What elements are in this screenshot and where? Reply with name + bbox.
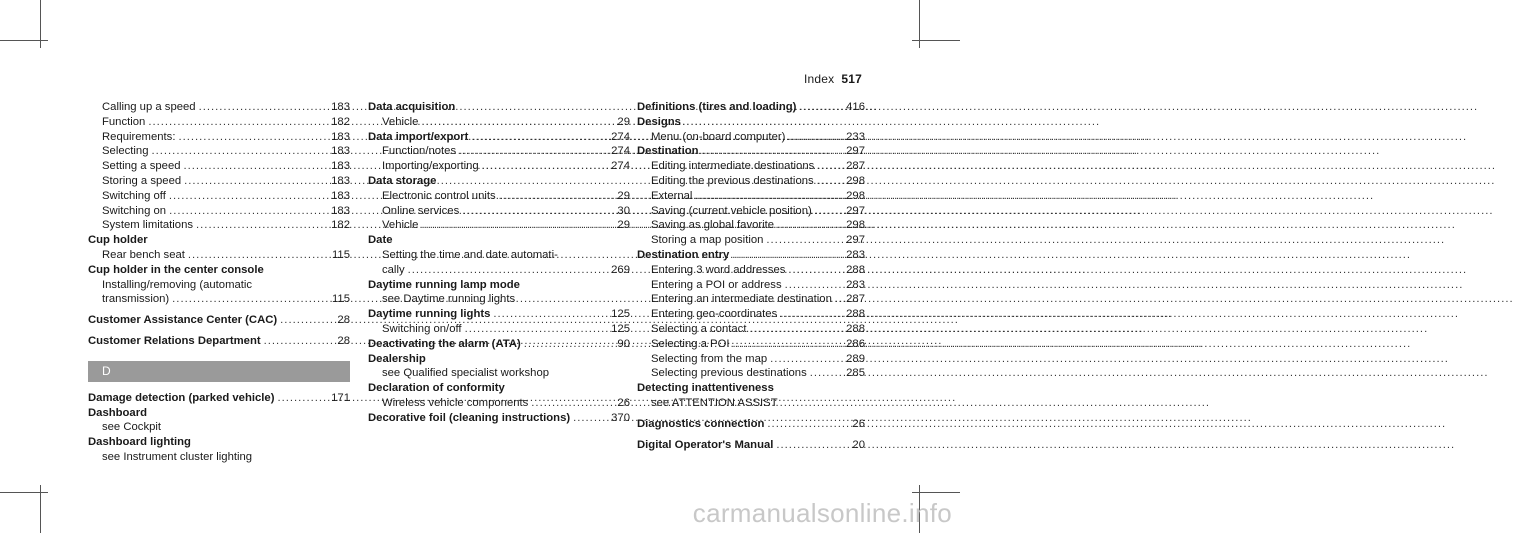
index-subentry: [637, 366, 865, 381]
section-letter: D: [88, 361, 350, 382]
entry-text: Detecting inattentiveness: [637, 382, 774, 395]
page-ref: 29: [617, 219, 630, 232]
index-subentry: [637, 292, 865, 307]
entry-text: Data acquisition: [368, 101, 456, 113]
index-subentry: [368, 144, 630, 159]
index-heading: [368, 278, 630, 293]
dot-leader: [799, 100, 843, 115]
page-ref: 183: [331, 160, 350, 173]
entry-text: Selecting from the map: [651, 352, 768, 365]
page-ref: 183: [331, 101, 350, 113]
index-subentry: [88, 204, 350, 219]
page-ref: 115: [331, 248, 350, 261]
index-entry: [368, 411, 630, 426]
index-subentry: [637, 233, 865, 248]
dot-leader: [184, 159, 329, 174]
dot-leader: [499, 189, 615, 204]
index-heading: [368, 100, 630, 115]
index-subentry: [88, 115, 350, 130]
index-subentry: [637, 130, 865, 145]
page-ref: 289: [846, 352, 865, 365]
entry-text: Declaration of conformity: [368, 382, 505, 395]
entry-text: Dealership: [368, 352, 426, 365]
index-subentry: [88, 292, 350, 307]
index-subentry: [637, 174, 865, 189]
dot-leader: [524, 337, 615, 352]
page-ref: 288: [846, 263, 865, 276]
index-heading: [368, 381, 630, 396]
entry-text: Cup holder in the center console: [88, 263, 264, 276]
entry-text: transmission): [102, 293, 170, 306]
index-entry: [88, 391, 350, 406]
index-subentry: Setting the time and date automati-: [382, 248, 558, 261]
dot-leader: [169, 189, 328, 204]
dot-leader: [264, 334, 335, 349]
entry-text: Storing a speed: [102, 174, 182, 187]
page-ref: 125: [611, 308, 630, 321]
index-entry: [637, 417, 865, 432]
index-subentry: [368, 396, 630, 411]
entry-text: Saving (current vehicle position): [651, 204, 812, 217]
dot-leader: [280, 313, 334, 328]
entry-text: Rear bench seat: [102, 248, 185, 261]
dot-leader: [732, 248, 843, 263]
page-ref: 20: [852, 438, 865, 451]
dot-leader: [695, 189, 843, 204]
index-subentry: [637, 204, 865, 219]
index-subentry: [88, 159, 350, 174]
page-ref: 28: [337, 314, 350, 327]
page-ref: 182: [331, 115, 350, 128]
index-subentry: [637, 263, 865, 278]
page-number: 517: [841, 72, 862, 86]
entry-text: Wireless vehicle components: [382, 396, 529, 409]
index-entry: [637, 100, 865, 115]
index-subentry: see Qualified specialist workshop: [382, 367, 550, 380]
page-ref: 28: [337, 334, 350, 347]
dot-leader: [482, 159, 608, 174]
dot-leader: [178, 130, 328, 145]
crop-mark: [0, 40, 48, 41]
entry-text: Online services: [382, 204, 460, 217]
entry-text: Data import/export: [368, 130, 469, 143]
page-ref: 183: [331, 145, 350, 158]
page-ref: 274: [611, 130, 630, 143]
page-ref: 298: [846, 174, 865, 187]
page-ref: 298: [846, 219, 865, 232]
page-ref: 287: [846, 293, 865, 306]
entry-text: Calling up a speed: [102, 101, 196, 113]
index-subentry: [368, 263, 630, 278]
dot-leader: [766, 233, 843, 248]
index-column-1: [88, 100, 350, 465]
index-subentry: [368, 159, 630, 174]
index-subentry: [637, 337, 865, 352]
entry-text: Menu (on-board computer): [651, 130, 786, 143]
entry-text: Date: [368, 234, 393, 247]
page-ref: 370: [611, 411, 630, 424]
index-heading: [368, 174, 630, 189]
dot-leader: [421, 218, 614, 233]
dot-leader: [733, 337, 844, 352]
dot-leader: [199, 100, 329, 115]
index-subentry: [637, 189, 865, 204]
page-ref: 115: [331, 293, 350, 306]
index-entry: [88, 334, 350, 349]
entry-text: Editing the previous destinations: [651, 174, 814, 187]
page-ref: 26: [617, 396, 630, 409]
header-label: Index: [804, 72, 835, 86]
crop-mark: [912, 40, 960, 41]
page-ref: 286: [846, 337, 865, 350]
dot-leader: [835, 292, 843, 307]
dot-leader: [702, 144, 844, 159]
index-subentry: [88, 100, 350, 115]
entry-text: Entering geo-coordinates: [651, 308, 778, 321]
index-subentry: see Instrument cluster lighting: [102, 450, 253, 463]
dot-leader: [780, 307, 843, 322]
entry-text: Selecting a contact: [651, 322, 747, 335]
dot-leader: [277, 391, 328, 406]
page-ref: 171: [331, 391, 350, 404]
dot-leader: [172, 292, 329, 307]
page-ref: 298: [846, 189, 865, 202]
entry-text: Vehicle: [382, 115, 419, 128]
index-subentry: [637, 159, 865, 174]
index-subentry: see ATTENTION ASSIST: [651, 396, 778, 409]
entry-text: Setting a speed: [102, 160, 181, 173]
dot-leader: [785, 278, 844, 293]
index-subentry: [368, 204, 630, 219]
entry-text: Function/notes: [382, 145, 457, 158]
index-subentry: [637, 278, 865, 293]
index-heading: [637, 381, 865, 396]
dot-leader: [471, 130, 608, 145]
entry-text: Designs: [637, 115, 681, 128]
entry-text: Switching on/off: [382, 322, 462, 335]
dot-leader: [777, 218, 843, 233]
index-subentry: Installing/removing (automatic: [102, 278, 253, 291]
index-subentry: [88, 130, 350, 145]
entry-text: Definitions (tires and loading): [637, 101, 797, 113]
page-ref: 297: [846, 145, 865, 158]
entry-text: Daytime running lamp mode: [368, 278, 520, 291]
index-heading: [368, 233, 630, 248]
entry-text: Cup holder: [88, 234, 148, 247]
page-ref: 183: [331, 189, 350, 202]
entry-text: Customer Relations Department: [88, 334, 261, 347]
entry-text: Importing/exporting: [382, 160, 479, 173]
page-ref: 182: [331, 219, 350, 232]
index-subentry: see Cockpit: [102, 421, 162, 434]
index-heading: [88, 263, 350, 278]
dot-leader: [788, 263, 843, 278]
crop-mark: [0, 492, 48, 493]
dot-leader: [408, 263, 609, 278]
entry-text: Deactivating the alarm (ATA): [368, 337, 521, 350]
index-entry: [368, 307, 630, 322]
dot-leader: [169, 204, 328, 219]
index-entry: [637, 144, 865, 159]
index-subentry: [368, 189, 630, 204]
page-ref: 285: [846, 367, 865, 380]
entry-text: Destination: [637, 145, 699, 158]
page-ref: 183: [331, 130, 350, 143]
index-subentry: [88, 189, 350, 204]
entry-text: Editing intermediate destinations: [651, 160, 815, 173]
index-subentry: [88, 144, 350, 159]
index-subentry: [368, 322, 630, 337]
page-ref: 416: [846, 101, 865, 113]
dot-leader: [421, 115, 614, 130]
entry-text: Electronic control units: [382, 189, 496, 202]
entry-text: External: [651, 189, 693, 202]
entry-text: Daytime running lights: [368, 308, 491, 321]
index-subentry: [637, 352, 865, 367]
page-ref: 288: [846, 322, 865, 335]
page-ref: 26: [852, 417, 865, 430]
index-subentry: see Daytime running lights: [382, 293, 516, 306]
entry-text: Entering 3 word addresses: [651, 263, 786, 276]
dot-leader: [184, 174, 328, 189]
page-ref: 90: [617, 337, 630, 350]
entry-text: Digital Operator's Manual: [637, 438, 774, 451]
dot-leader: [465, 322, 609, 337]
dot-leader: [531, 396, 614, 411]
index-subentry: [368, 115, 630, 130]
index-subentry: [88, 248, 350, 263]
page-ref: 29: [617, 115, 630, 128]
dot-leader: [196, 218, 328, 233]
entry-text: System limitations: [102, 219, 194, 232]
dot-leader: [148, 115, 328, 130]
page-ref: 30: [617, 204, 630, 217]
dot-leader: [770, 352, 843, 367]
page-ref: 288: [846, 308, 865, 321]
index-heading: [368, 352, 630, 367]
page-ref: 183: [331, 204, 350, 217]
index-subentry: [88, 218, 350, 233]
index-subentry: [88, 174, 350, 189]
dot-leader: [817, 159, 843, 174]
page-header: [804, 72, 862, 86]
page-ref: 269: [611, 263, 630, 276]
page-ref: 29: [617, 189, 630, 202]
dot-leader: [462, 204, 614, 219]
entry-text: Customer Assistance Center (CAC): [88, 314, 278, 327]
index-heading: [88, 406, 350, 421]
index-entry: [368, 337, 630, 352]
entry-text: Saving as global favorite: [651, 219, 775, 232]
index-heading: [88, 435, 350, 450]
index-heading: [88, 233, 350, 248]
page-ref: 297: [846, 234, 865, 247]
page-ref: 297: [846, 204, 865, 217]
index-subentry: [637, 322, 865, 337]
entry-text: Dashboard: [88, 406, 148, 419]
entry-text: Vehicle: [382, 219, 419, 232]
dot-leader: [151, 144, 328, 159]
index-subentry: [637, 307, 865, 322]
entry-text: Switching on: [102, 204, 167, 217]
entry-text: Destination entry: [637, 248, 730, 261]
entry-text: Decorative foil (cleaning instructions): [368, 411, 571, 424]
entry-text: Damage detection (parked vehicle): [88, 391, 275, 404]
entry-text: Diagnostics connection: [637, 417, 765, 430]
index-entry: [637, 438, 865, 453]
index-entry: [368, 130, 630, 145]
dot-leader: [749, 322, 843, 337]
dot-leader: [788, 130, 843, 145]
dot-leader: [493, 307, 608, 322]
page-ref: 283: [846, 248, 865, 261]
page-ref: 274: [611, 160, 630, 173]
page-ref: 125: [611, 322, 630, 335]
page-ref: 274: [611, 145, 630, 158]
page-ref: 183: [331, 174, 350, 187]
entry-text: Entering a POI or address: [651, 278, 782, 291]
dot-leader: [188, 248, 329, 263]
dot-leader: [573, 411, 608, 426]
page-ref: 283: [846, 278, 865, 291]
dot-leader: [776, 438, 849, 453]
entry-text: Storing a map position: [651, 234, 764, 247]
index-subentry: [368, 218, 630, 233]
entry-text: Selecting a POI: [651, 337, 730, 350]
dot-leader: [815, 204, 843, 219]
index-column-2: [368, 100, 630, 426]
page-ref: 287: [846, 160, 865, 173]
index-heading: [637, 115, 865, 130]
entry-text: Selecting: [102, 145, 149, 158]
entry-text: Requirements:: [102, 130, 176, 143]
entry-text: Function: [102, 115, 146, 128]
entry-text: Dashboard lighting: [88, 436, 191, 449]
dot-leader: [459, 144, 608, 159]
entry-text: Entering an intermediate destination: [651, 293, 832, 306]
index-subentry: [637, 218, 865, 233]
dot-leader: [767, 417, 849, 432]
crop-mark: [912, 492, 960, 493]
index-entry: [88, 313, 350, 328]
dot-leader: [817, 174, 843, 189]
index-column-3: [637, 100, 865, 452]
entry-text: Switching off: [102, 189, 166, 202]
watermark: carmanualsonline.info: [692, 498, 952, 528]
entry-text: cally: [382, 263, 405, 276]
dot-leader: [810, 366, 843, 381]
page-ref: 233: [846, 130, 865, 143]
entry-text: Selecting previous destinations: [651, 367, 807, 380]
entry-text: Data storage: [368, 174, 437, 187]
index-entry: [637, 248, 865, 263]
